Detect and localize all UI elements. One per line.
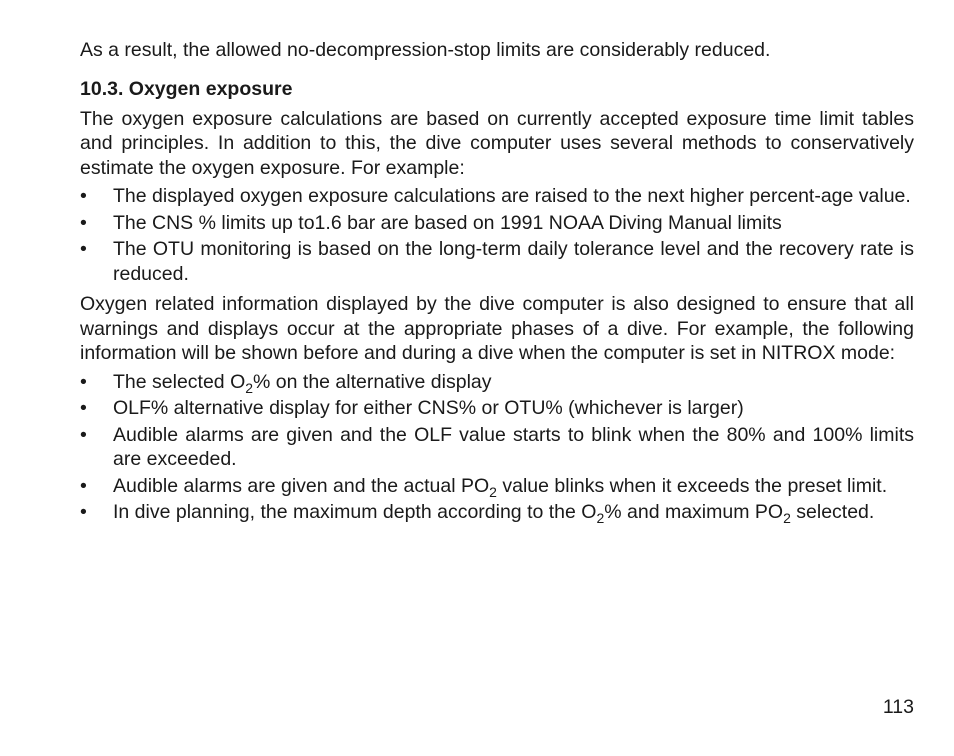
page-number: 113: [882, 696, 914, 718]
bullet-icon: •: [80, 370, 87, 393]
bullet-icon: •: [80, 423, 87, 446]
paragraph-oxygen-information: Oxygen related information displayed by the dive computer is also designed to ensure that all warnings and displays occur at the appropriate phases of a dive. For example, the following information will be shown before and during a dive when the computer is set in NITROX mode:: [80, 293, 914, 364]
bullet-icon: •: [80, 501, 87, 523]
list-item: • OLF% alternative display for either CNS% or OTU% (whichever is larger): [80, 397, 744, 419]
bullet-icon: •: [80, 185, 87, 207]
list-item: • The OTU monitoring is based on the long-term daily tolerance level and the recovery rate is reduced.: [80, 238, 914, 285]
section-heading: 10.3. Oxygen exposure: [80, 77, 293, 100]
list-item: • The selected $O_2\%$ on the alternative display: [80, 370, 492, 396]
list-item: • The CNS % limits up to1.6 bar are based on 1991 NOAA Diving Manual limits: [80, 211, 782, 234]
list-item: • Audible alarms are given and the OLF value starts to blink when the 80% and 100% limits are exceeded.: [80, 423, 914, 470]
bullet-icon: •: [80, 211, 87, 234]
list-item: • In dive planning, the maximum depth according to the $O_2\%$ and maximum $PO_2$ selected.: [80, 501, 875, 526]
bullet-icon: •: [80, 397, 87, 419]
bullet-icon: •: [80, 238, 87, 260]
bullet-list-nitrox-displays: [80, 370, 914, 525]
document-page: [80, 38, 914, 531]
list-item: • The displayed oxygen exposure calculations are raised to the next higher percent-age value.: [80, 185, 911, 207]
bullet-icon: •: [80, 474, 87, 497]
bullet-list-conservative-methods: [80, 184, 914, 286]
list-item: • Audible alarms are given and the actual $PO_2$ value blinks when it exceeds the preset limit.: [80, 474, 888, 500]
intro-paragraph: As a result, the allowed no-decompression-stop limits are considerably reduced.: [80, 39, 771, 61]
paragraph-oxygen-calculations: The oxygen exposure calculations are based on currently accepted exposure time limit tables and principles. In addition to this, the dive computer uses several methods to conservatively estimate the oxygen exposure. For example:: [80, 107, 914, 179]
